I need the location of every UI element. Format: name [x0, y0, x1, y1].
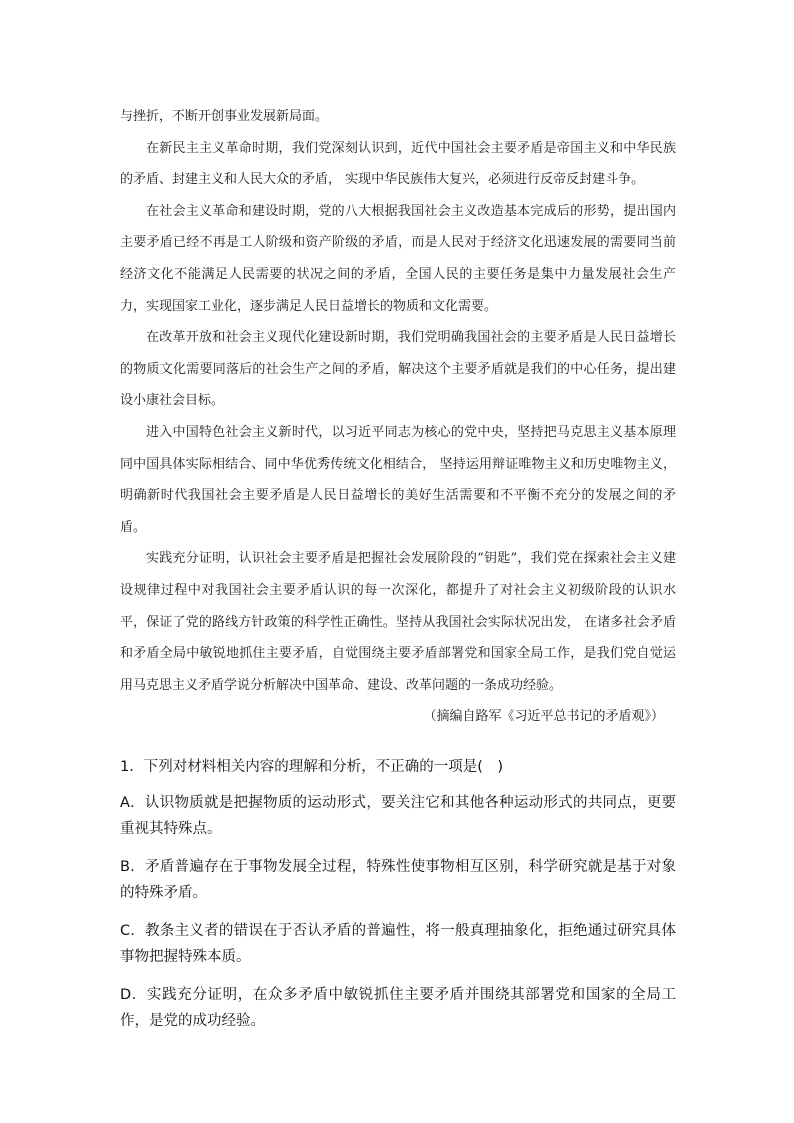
- passage-paragraph: 在新民主主义革命时期，我们党深刻认识到，近代中国社会主要矛盾是帝国主义和中华民族的矛盾、封建主义和人民大众的矛盾， 实现中华民族伟大复兴，必须进行反帝反封建斗争。: [120, 140, 676, 188]
- passage-paragraph: 实践充分证明，认识社会主要矛盾是把握社会发展阶段的“钥匙”，我们党在探索社会主义建设规律过程中对我国社会主要矛盾认识的每一次深化，都提升了对社会主义初级阶段的认识水平，保证了党的路线方针政策的科学性正确性。坚持从我国社会实际状况出发， 在诸多社会矛盾和矛盾全局中敏锐地抓住主要矛盾，自觉围绕主要矛盾部署党和国家全局工作，是我们党自觉运用马克思主义矛盾学说分析解决中国革命、建设、改革问题的一条成功经验。: [120, 551, 676, 693]
- answer-option-d: D．实践充分证明，在众多矛盾中敏锐抓住主要矛盾并围绕其部署党和国家的全局工作，是党的成功经验。: [120, 987, 676, 1029]
- passage-paragraph: 进入中国特色社会主义新时代，以习近平同志为核心的党中央，坚持把马克思主义基本原理同中国具体实际相结合、同中华优秀传统文化相结合， 坚持运用辩证唯物主义和历史唯物主义，明确新时代我国社会主要矛盾是人民日益增长的美好生活需要和不平衡不充分的发展之间的矛盾。: [120, 424, 676, 535]
- question-block: [120, 752, 676, 1046]
- passage-paragraph: 在改革开放和社会主义现代化建设新时期，我们党明确我国社会的主要矛盾是人民日益增长的物质文化需要同落后的社会生产之间的矛盾，解决这个主要矛盾就是我们的中心任务，提出建设小康社会目标。: [120, 330, 676, 409]
- answer-option-a: A．认识物质就是把握物质的运动形式，要关注它和其他各种运动形式的共同点，更要重视其特殊点。: [120, 795, 676, 837]
- question-stem: 1．下列对材料相关内容的理解和分析，不正确的一项是( ): [120, 759, 504, 775]
- passage-paragraph: 与挫折，不断开创事业发展新局面。: [120, 109, 329, 124]
- answer-option-b: B．矛盾普遍存在于事物发展全过程，特殊性使事物相互区别，科学研究就是基于对象的特殊矛盾。: [120, 859, 676, 901]
- reading-passage: [120, 101, 676, 733]
- passage-source: （摘编自路军《习近平总书记的矛盾观》）: [423, 709, 664, 725]
- passage-paragraph: 在社会主义革命和建设时期，党的八大根据我国社会主义改造基本完成后的形势，提出国内主要矛盾已经不再是工人阶级和资产阶级的矛盾，而是人民对于经济文化迅速发展的需要同当前经济文化不能满足人民需要的状况之间的矛盾，全国人民的主要任务是集中力量发展社会生产力，实现国家工业化，逐步满足人民日益增长的物质和文化需要。: [120, 203, 676, 314]
- answer-option-c: C．教条主义者的错误在于否认矛盾的普遍性，将一般真理抽象化，拒绝通过研究具体事物把握特殊本质。: [120, 923, 676, 965]
